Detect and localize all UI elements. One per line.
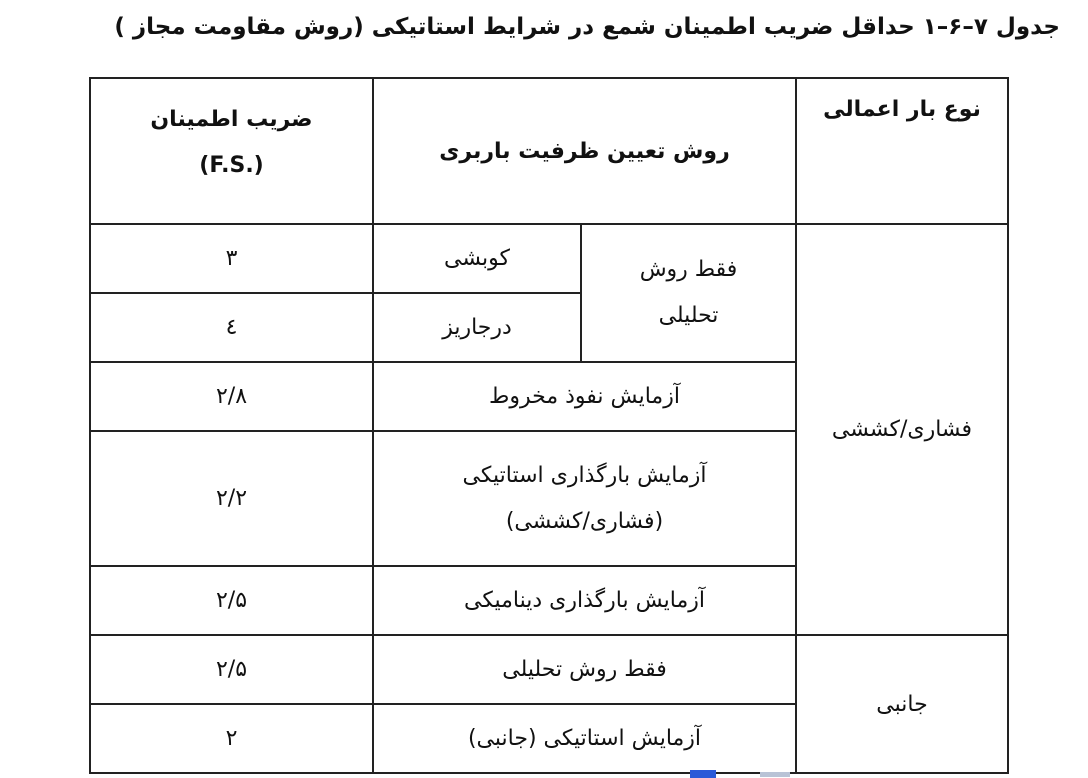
static-load-test-line2: (فشاری/کششی) bbox=[505, 508, 664, 534]
header-row bbox=[90, 78, 1008, 224]
header-safety-factor-abbr: (F.S.) bbox=[199, 153, 264, 178]
table-caption: جدول ۷–۶–۱ حداقل ضریب اطمینان شمع در شرایط استاتیکی (روش مقاومت مجاز ) bbox=[114, 14, 1060, 40]
table-row bbox=[90, 635, 1008, 704]
method-cast-in-place: درجاریز bbox=[373, 293, 581, 362]
method-dynamic-load-test: آزمایش بارگذاری دینامیکی bbox=[373, 566, 796, 635]
fs-cpt: ۲/۸ bbox=[90, 362, 373, 431]
group-compression-tension: فشاری/کششی bbox=[796, 224, 1008, 635]
header-method: روش تعیین ظرفیت باربری bbox=[373, 78, 796, 224]
header-safety-factor-label: ضریب اطمینان bbox=[150, 107, 313, 132]
method-lateral-static-test: آزمایش استاتیکی (جانبی) bbox=[373, 704, 796, 773]
fs-static-load-test: ۲/۲ bbox=[90, 431, 373, 566]
method-driven: کوبشی bbox=[373, 224, 581, 293]
fs-cast-in-place: ٤ bbox=[90, 293, 373, 362]
static-load-test-line1: آزمایش بارگذاری استاتیکی bbox=[462, 462, 707, 488]
analytical-only-line2: تحلیلی bbox=[658, 303, 719, 328]
table-row bbox=[90, 224, 1008, 293]
group-lateral: جانبی bbox=[796, 635, 1008, 773]
fs-driven: ۳ bbox=[90, 224, 373, 293]
header-safety-factor bbox=[90, 78, 373, 224]
method-lateral-analytical: فقط روش تحلیلی bbox=[373, 635, 796, 704]
scan-artifact-gray bbox=[760, 772, 790, 777]
safety-factor-table bbox=[89, 77, 1009, 774]
fs-lateral-analytical: ۲/۵ bbox=[90, 635, 373, 704]
analytical-only-line1: فقط روش bbox=[639, 257, 738, 282]
fs-lateral-static-test: ۲ bbox=[90, 704, 373, 773]
header-load-type: نوع بار اعمالی bbox=[796, 78, 1008, 224]
scan-artifact-blue bbox=[690, 770, 716, 778]
fs-dynamic-load-test: ۲/۵ bbox=[90, 566, 373, 635]
analytical-only-cell bbox=[581, 224, 796, 362]
method-static-load-test bbox=[373, 431, 796, 566]
method-cpt: آزمایش نفوذ مخروط bbox=[373, 362, 796, 431]
